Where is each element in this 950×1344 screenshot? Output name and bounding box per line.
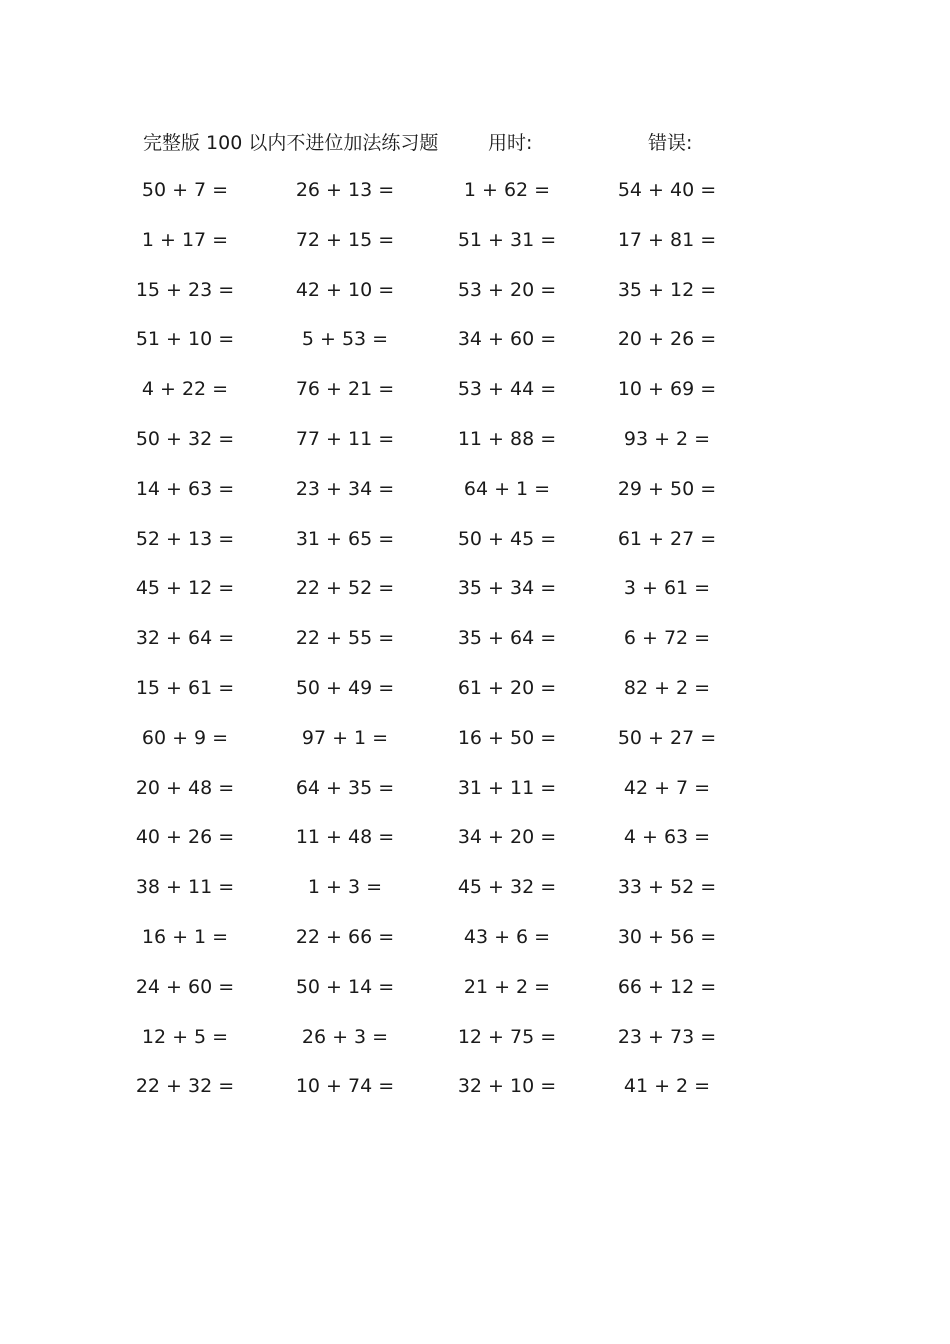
- problem-cell: 72 + 15 =: [295, 228, 395, 251]
- problem-cell: 22 + 55 =: [295, 627, 395, 650]
- problem-row: [0, 772, 950, 822]
- problem-row: [0, 323, 950, 373]
- problem-cell: 31 + 11 =: [457, 776, 557, 799]
- problem-cell: 35 + 34 =: [457, 577, 557, 600]
- problem-cell: 43 + 6 =: [463, 925, 551, 948]
- problem-row: [0, 473, 950, 523]
- problem-cell: 64 + 1 =: [463, 477, 551, 500]
- problem-cell: 61 + 27 =: [617, 527, 717, 550]
- problem-cell: 42 + 10 =: [295, 278, 395, 301]
- problem-cell: 52 + 13 =: [135, 527, 235, 550]
- problem-cell: 30 + 56 =: [617, 925, 717, 948]
- problem-row: [0, 523, 950, 573]
- problem-cell: 1 + 62 =: [463, 179, 551, 201]
- problem-cell: 50 + 14 =: [295, 975, 395, 998]
- problem-cell: 38 + 11 =: [135, 876, 235, 899]
- problem-cell: 60 + 9 =: [141, 726, 229, 749]
- problem-row: [0, 722, 950, 772]
- problem-cell: 35 + 12 =: [617, 278, 717, 301]
- problem-row: [0, 1070, 950, 1120]
- problem-row: [0, 821, 950, 871]
- problem-cell: 12 + 75 =: [457, 1025, 557, 1048]
- problem-cell: 16 + 1 =: [141, 925, 229, 948]
- problem-row: [0, 1021, 950, 1071]
- problem-cell: 45 + 32 =: [457, 876, 557, 899]
- problem-cell: 64 + 35 =: [295, 776, 395, 799]
- problem-cell: 76 + 21 =: [295, 378, 395, 401]
- problem-cell: 61 + 20 =: [457, 676, 557, 699]
- problem-row: [0, 622, 950, 672]
- problem-cell: 82 + 2 =: [623, 676, 711, 699]
- problem-row: [0, 971, 950, 1021]
- problem-cell: 97 + 1 =: [301, 726, 389, 749]
- problem-cell: 54 + 40 =: [617, 179, 717, 201]
- problem-cell: 17 + 81 =: [617, 228, 717, 251]
- problem-cell: 34 + 60 =: [457, 328, 557, 351]
- problem-row: [0, 871, 950, 921]
- problem-cell: 24 + 60 =: [135, 975, 235, 998]
- problem-row: [0, 672, 950, 722]
- problem-cell: 32 + 10 =: [457, 1075, 557, 1098]
- problem-cell: 53 + 44 =: [457, 378, 557, 401]
- problem-cell: 22 + 52 =: [295, 577, 395, 600]
- problem-cell: 21 + 2 =: [463, 975, 551, 998]
- problem-cell: 22 + 32 =: [135, 1075, 235, 1098]
- problem-cell: 11 + 48 =: [295, 826, 395, 849]
- problem-cell: 23 + 34 =: [295, 477, 395, 500]
- worksheet-header: [0, 128, 950, 156]
- problem-cell: 29 + 50 =: [617, 477, 717, 500]
- problem-cell: 32 + 64 =: [135, 627, 235, 650]
- problem-cell: 41 + 2 =: [623, 1075, 711, 1098]
- problem-cell: 3 + 61 =: [623, 577, 711, 600]
- problem-cell: 1 + 17 =: [141, 228, 229, 251]
- problem-row: [0, 224, 950, 274]
- problem-cell: 50 + 45 =: [457, 527, 557, 550]
- problem-cell: 23 + 73 =: [617, 1025, 717, 1048]
- problem-cell: 10 + 74 =: [295, 1075, 395, 1098]
- problem-row: [0, 423, 950, 473]
- problem-row: [0, 373, 950, 423]
- problem-cell: 51 + 31 =: [457, 228, 557, 251]
- problem-cell: 50 + 7 =: [141, 179, 229, 201]
- problem-cell: 26 + 3 =: [301, 1025, 389, 1048]
- problem-row: [0, 174, 950, 224]
- worksheet-title: 完整版 100 以内不进位加法练习题: [143, 132, 439, 154]
- time-label: 用时:: [488, 132, 533, 154]
- problem-row: [0, 921, 950, 971]
- problem-cell: 15 + 23 =: [135, 278, 235, 301]
- problem-row: [0, 274, 950, 324]
- problem-cell: 51 + 10 =: [135, 328, 235, 351]
- problem-cell: 4 + 22 =: [141, 378, 229, 401]
- problem-cell: 31 + 65 =: [295, 527, 395, 550]
- problem-cell: 50 + 27 =: [617, 726, 717, 749]
- problem-cell: 50 + 32 =: [135, 427, 235, 450]
- problem-cell: 26 + 13 =: [295, 179, 395, 201]
- problem-cell: 42 + 7 =: [623, 776, 711, 799]
- problem-cell: 16 + 50 =: [457, 726, 557, 749]
- problem-cell: 50 + 49 =: [295, 676, 395, 699]
- problem-cell: 40 + 26 =: [135, 826, 235, 849]
- problem-cell: 22 + 66 =: [295, 925, 395, 948]
- problem-cell: 66 + 12 =: [617, 975, 717, 998]
- problem-cell: 15 + 61 =: [135, 676, 235, 699]
- problem-cell: 35 + 64 =: [457, 627, 557, 650]
- problem-cell: 6 + 72 =: [623, 627, 711, 650]
- problem-cell: 5 + 53 =: [301, 328, 389, 351]
- problem-grid: [0, 174, 950, 1120]
- problem-cell: 20 + 48 =: [135, 776, 235, 799]
- error-label: 错误:: [648, 132, 693, 154]
- problem-row: [0, 572, 950, 622]
- problem-cell: 93 + 2 =: [623, 427, 711, 450]
- problem-cell: 10 + 69 =: [617, 378, 717, 401]
- problem-cell: 12 + 5 =: [141, 1025, 229, 1048]
- problem-cell: 4 + 63 =: [623, 826, 711, 849]
- problem-cell: 77 + 11 =: [295, 427, 395, 450]
- problem-cell: 11 + 88 =: [457, 427, 557, 450]
- problem-cell: 33 + 52 =: [617, 876, 717, 899]
- problem-cell: 45 + 12 =: [135, 577, 235, 600]
- problem-cell: 20 + 26 =: [617, 328, 717, 351]
- problem-cell: 53 + 20 =: [457, 278, 557, 301]
- problem-cell: 14 + 63 =: [135, 477, 235, 500]
- problem-cell: 34 + 20 =: [457, 826, 557, 849]
- problem-cell: 1 + 3 =: [307, 876, 383, 899]
